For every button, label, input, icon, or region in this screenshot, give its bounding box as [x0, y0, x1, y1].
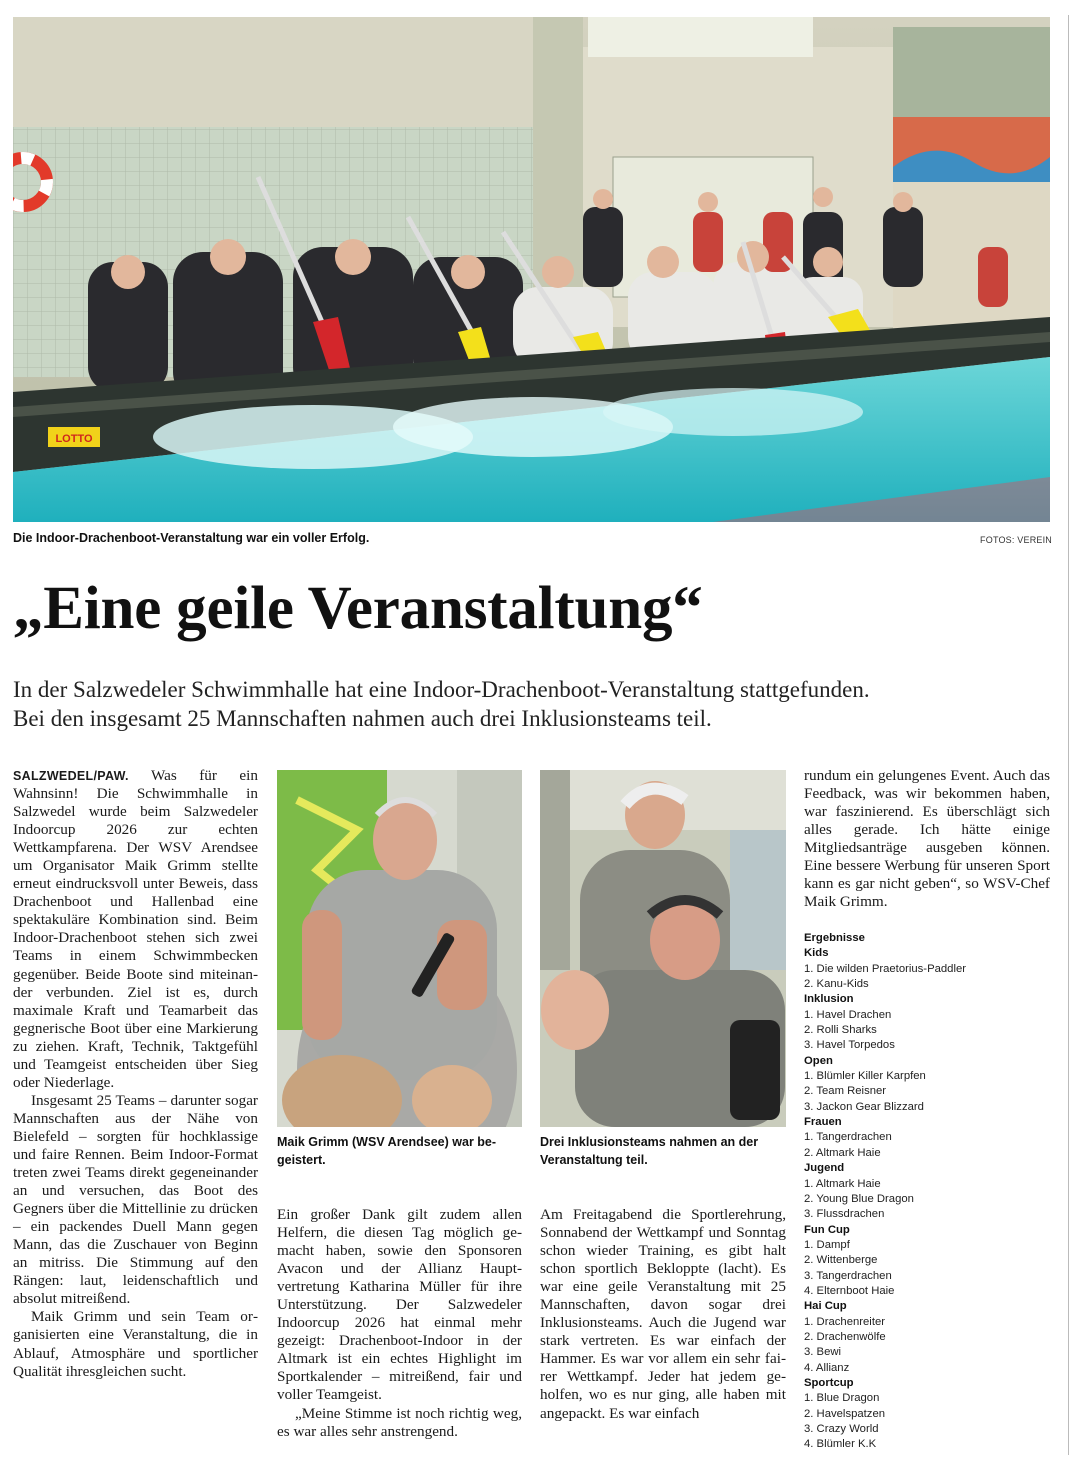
results-item: 3. Bewi	[804, 1346, 842, 1359]
col1-paragraph-3: Maik Grimm und sein Team organisierten eine Veranstaltung, die in Ablauf, Atmosphäre und sportlicher Qualität ihresgleichen sucht.	[13, 1308, 258, 1380]
results-item: 1. Blue Dragon	[804, 1392, 880, 1405]
results-category-heading: Hai Cup	[804, 1300, 847, 1313]
headline: „Eine geile Veranstaltung“	[13, 575, 703, 642]
col4-paragraph-1: rundum ein gelungenes Event. Auch das Feedback, was wir bekommen haben, war faszinierend. Es überschlägt sich alles gerade. Ich hätte einige Mitgliedsanträge ausgeben können. Eine bessere Werbung für unseren Sport kann es gar nicht geben“, so WSV-Chef Maik Grimm.	[804, 767, 1050, 911]
results-category-heading: Open	[804, 1054, 833, 1067]
results-item: 2. Drachenwölfe	[804, 1330, 886, 1343]
results-category-heading: Fun Cup	[804, 1223, 850, 1236]
results-item: 2. Havelspatzen	[804, 1407, 886, 1420]
lotto-sponsor-text: LOTTO	[55, 433, 93, 445]
results-item: 2. Team Reisner	[804, 1085, 887, 1098]
photo-credit: FOTOS: VEREIN	[980, 535, 1052, 545]
results-item: 1. Dampf	[804, 1238, 850, 1251]
results-item: 1. Altmark Haie	[804, 1177, 881, 1190]
results-item: 1. Blümler Killer Karpfen	[804, 1070, 926, 1083]
results-category-heading: Jugend	[804, 1162, 845, 1175]
article-column-1	[13, 767, 258, 1381]
photo3-caption: Drei Inklusionsteams nahmen an der Veranstaltung teil.	[540, 1135, 759, 1167]
col3-paragraph-1: Am Freitagabend die Sportlerehrung, Sonnabend der Wettkampf und Sonntag schon wieder Training, es gibt halt schon sportlich Bekloppte (lacht). Es war eine geile Veranstaltung mit 25 Mannschaften, davon sogar drei Inklusionsteams. Auch die Jugend war stark vertreten. Es war einfach der Hammer. Es war vor allem ein sehr fairer Wettkampf. Jeder hat jedem geholfen, wo es nur ging, alle haben mit angepackt. Es war einfach	[540, 1206, 786, 1422]
dateline: SALZWEDEL/PAW.	[13, 769, 129, 783]
results-item: 4. Blümler K.K	[804, 1438, 877, 1451]
results-item: 2. Kanu-Kids	[804, 978, 869, 991]
column-rule	[1068, 15, 1069, 1455]
results-item: 2. Wittenberge	[804, 1254, 878, 1267]
results-item: 1. Die wilden Praetorius-Paddler	[804, 962, 967, 975]
dragon-boat-photo	[13, 17, 1050, 522]
results-item: 4. Elternboot Haie	[804, 1284, 895, 1297]
subhead-line-1: In der Salzwedeler Schwimmhalle hat eine Indoor-Drachenboot-Veranstaltung stattgefunden.	[13, 677, 870, 702]
article-column-4	[804, 767, 1050, 911]
article-column-3	[540, 1206, 786, 1423]
col1-paragraph-1: Was für ein Wahnsinn! Die Schwimmhalle in Salzwedel wurde beim Salzwedeler Indoorcup 2026 zur echten Wettkampfarena. Der WSV Arendsee um Organisator Maik Grimm stellte erneut eindrucksvoll unter Beweis, dass Drachenboot und Hallenbad eine spektakuläre Kombination sind. Beim Indoor-Drachenboot stehen sich zwei Teams in einem Schwimmbecken gegenüber. Beide Boote sind miteinander verbunden. Ziel ist es, durch maximale Kraft und Teamarbeit das gegnerische Boot über eine Markierung zu ziehen. Kraft, Technik, Taktgefühl und Teamgeist entscheiden über Sieg oder Niederlage.	[13, 767, 258, 1091]
col2-paragraph-1: Ein großer Dank gilt zudem allen Helfern, die diesen Tag möglich gemacht haben, sowie den Sponsoren Avacon und der Allianz Hauptvertretung Katharina Müller für ihre Unterstützung. Der Salzwedeler Indoorcup 2026 hat einmal mehr gezeigt: Drachenboot-Indoor in der Altmark ist ein echtes Highlight im Sportkalender – mitreißend, fair und voller Teamgeist.	[277, 1206, 522, 1404]
photo2-caption: Maik Grimm (WSV Arendsee) war begeistert.	[277, 1135, 497, 1167]
inclusion-teams-photo	[540, 770, 786, 1127]
results-item: 3. Flussdrachen	[804, 1208, 885, 1221]
results-list	[804, 931, 1059, 1453]
col2-paragraph-2: „Meine Stimme ist noch richtig weg, es war alles sehr anstrengend.	[277, 1404, 522, 1440]
subhead-line-2: Bei den insgesamt 25 Mannschaften nahmen auch drei Inklusionsteams teil.	[13, 706, 712, 731]
results-item: 3. Jackon Gear Blizzard	[804, 1100, 924, 1113]
results-item: 1. Havel Drachen	[804, 1008, 892, 1021]
results-item: 4. Allianz	[804, 1361, 850, 1374]
results-title: Ergebnisse	[804, 932, 865, 944]
results-item: 3. Crazy World	[804, 1423, 879, 1435]
results-item: 2. Rolli Sharks	[804, 1024, 877, 1037]
results-item: 3. Tangerdrachen	[804, 1269, 892, 1282]
results-item: 2. Young Blue Dragon	[804, 1192, 914, 1205]
results-item: 1. Tangerdrachen	[804, 1131, 892, 1144]
col1-paragraph-2: Insgesamt 25 Teams – darunter sogar Mannschaften aus der Nähe von Bielefeld – sorgten für hochklassige und faire Rennen. Beim Indoor-Format treten zwei Teams direkt gegeneinander an und versuchen, das Boot des Gegners über die Mittellinie zu drücken – ein packendes Duell Mann gegen Mann, das die Zuschauer von Beginn an mitriss. Die Stimmung auf den Rängen: laut, leidenschaftlich und absolut mitreißend.	[13, 1091, 258, 1308]
hero-caption: Die Indoor-Drachenboot-Veranstaltung war ein voller Erfolg.	[13, 531, 370, 545]
results-category-heading: Sportcup	[804, 1376, 854, 1389]
results-category-heading: Kids	[804, 947, 829, 960]
results-category-heading: Frauen	[804, 1116, 842, 1129]
subhead	[13, 675, 1063, 733]
results-item: 1. Drachenreiter	[804, 1315, 885, 1328]
results-category-heading: Inklusion	[804, 993, 854, 1006]
maik-grimm-photo	[277, 770, 522, 1127]
results-item: 3. Havel Torpedos	[804, 1039, 895, 1052]
results-item: 2. Altmark Haie	[804, 1146, 881, 1159]
article-column-2	[277, 1206, 522, 1441]
